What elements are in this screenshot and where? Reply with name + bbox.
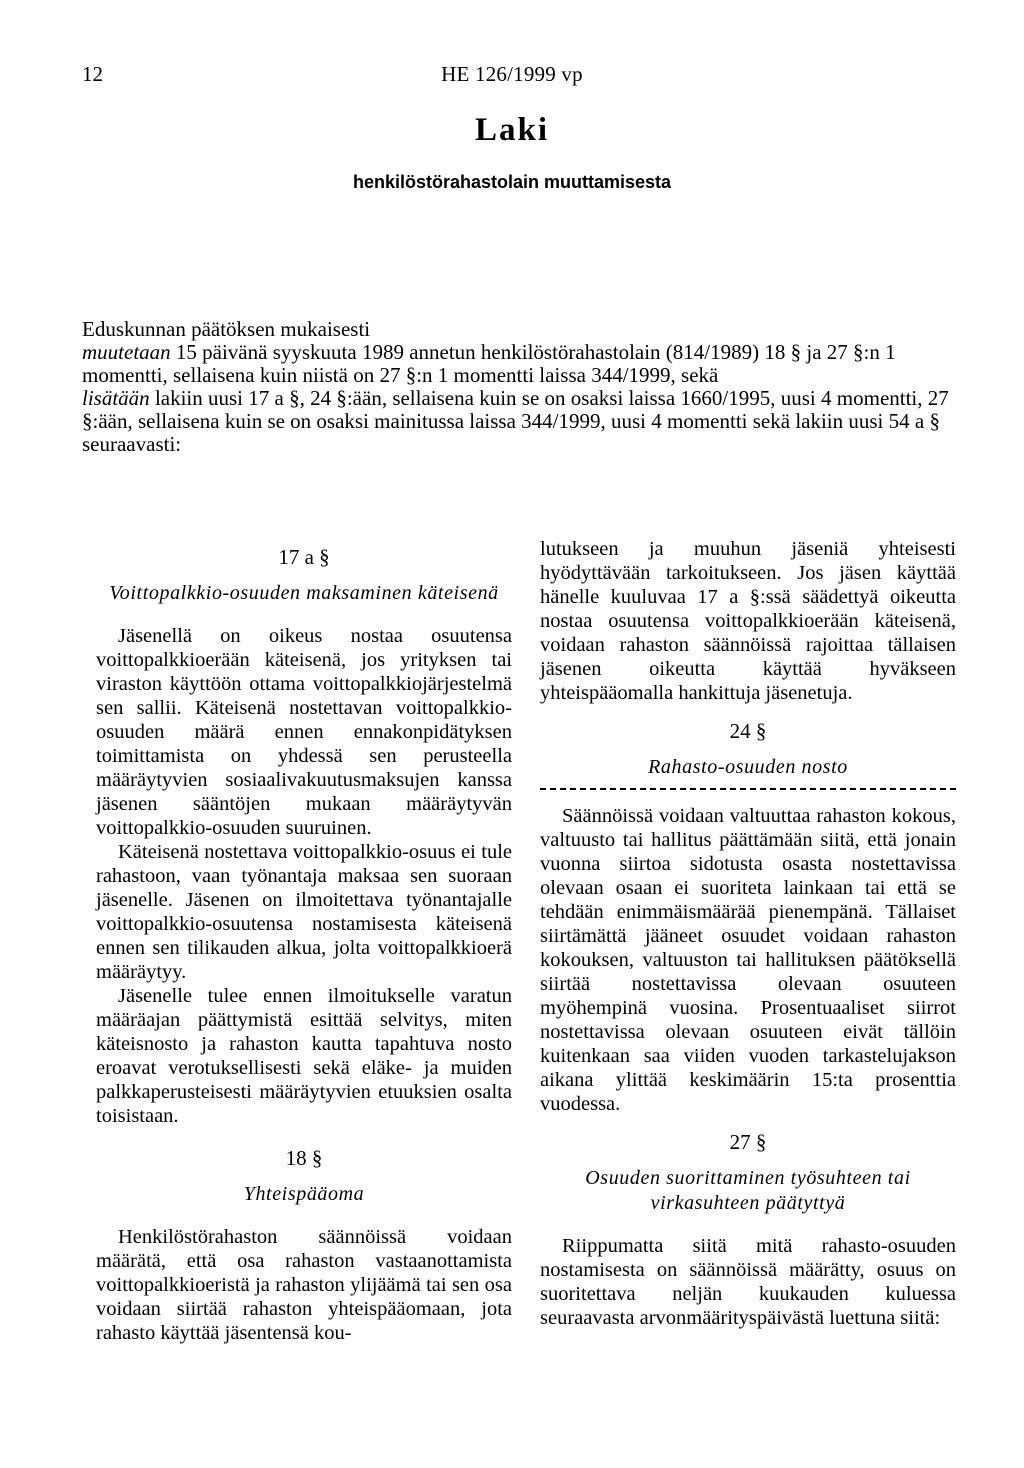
section-18-continuation: lutukseen ja muuhun jäseniä yhteisesti hyödyttävään tarkoitukseen. Jos jäsen käyttää hänelle kuuluvaa 17 a §:ssä säädettyä oikeutta nostaa osuutensa voittopalkkioerään käteisenä, voidaan rahaston säännöissä rajoittaa tällaisen jäsenen oikeutta käyttää hyväkseen yhteispääomalla hankittuja jäsenetuja. <box>540 538 956 704</box>
enacting-clause <box>82 318 962 456</box>
right-column <box>540 537 956 1330</box>
section-24-number: 24 § <box>729 719 767 743</box>
section-18-number: 18 § <box>285 1146 323 1170</box>
section-17a-number: 17 a § <box>278 545 330 569</box>
section-17a-title: Voittopalkkio-osuuden maksaminen käteisenä <box>109 582 499 604</box>
amendment-paragraph <box>82 341 962 387</box>
section-27-paragraph-1: Riippumatta siitä mitä rahasto-osuuden nostamisesta on säännöissä määrätty, osuus on suoritettava neljän kuukauden kuluessa seuraavasta arvonmäärityspäivästä luettuna siitä: <box>540 1235 956 1329</box>
section-24-title: Rahasto-osuuden nosto <box>648 756 848 778</box>
left-column <box>96 537 512 1345</box>
document-subtitle: henkilöstörahastolain muuttamisesta <box>352 172 672 192</box>
section-24-paragraph-4: Säännöissä voidaan valtuuttaa rahaston kokous, valtuusto tai hallitus päättämään siitä, että jonain vuonna siirtoa sidotusta osasta nostettavissa olevaan osaan ei suoriteta lainkaan tai että se tehdään enimmäismäärää pienempänä. Tällaiset siirtämättä jääneet osuudet voidaan rahaston kokouksen, valtuuston tai hallituksen päätöksellä siirtää nostettavissa olevaan osuuteen myöhempinä vuosina. Prosentuaaliset siirrot nostettavissa olevaan osuuteen eivät tällöin kuitenkaan saa viiden vuoden tarkastelujakson aikana ylittää keskimäärin 15:ta prosenttia vuodessa. <box>540 805 956 1115</box>
amended-word: muutetaan <box>82 340 171 364</box>
section-27-title: Osuuden suorittaminen työsuhteen tai virkasuhteen päätyttyä <box>585 1167 911 1214</box>
page-number: 12 <box>82 62 103 86</box>
enacting-line: Eduskunnan päätöksen mukaisesti <box>82 317 371 341</box>
section-18-paragraph-1: Henkilöstörahaston säännöissä voidaan määrätä, että osa rahaston vastaanottamista voittopalkkioeristä ja rahaston ylijäämä tai sen osa voidaan siirtää rahaston yhteispääomaan, jota rahasto käyttää jäsentensä kou- <box>96 1226 512 1344</box>
section-18-title: Yhteispääoma <box>243 1183 365 1205</box>
section-27-number: 27 § <box>729 1130 767 1154</box>
omission-line <box>540 788 956 790</box>
section-17a-paragraph-3: Jäsenelle tulee ennen ilmoitukselle varatun määräajan päättymistä esittää selvitys, miten käteisnosto ja rahaston kautta tapahtuva nosto eroavat verotuksellisesti sekä eläke- ja muiden palkkaperusteisesti määräytyvien etuuksien osalta toisistaan. <box>96 985 512 1127</box>
added-text: lakiin uusi 17 a §, 24 §:ään, sellaisena kuin se on osaksi laissa 1660/1995, uusi 4 momentti, 27 §:ään, sellaisena kuin se on osaksi mainitussa laissa 344/1999, uusi 4 momentti sekä lakiin uusi 54 a § seuraavasti: <box>82 386 949 456</box>
running-header: HE 126/1999 vp <box>441 62 583 86</box>
addition-paragraph <box>82 387 962 456</box>
section-17a-paragraph-2: Käteisenä nostettava voittopalkkio-osuus ei tule rahastoon, vaan työnantaja maksaa sen suoraan jäsenelle. Jäsenen on ilmoitettava työnantajalle voittopalkkio-osuutensa nostamisesta käteisenä ennen sen tilikauden alkua, jolta voittopalkkioerä määräytyy. <box>96 841 512 983</box>
section-17a-paragraph-1: Jäsenellä on oikeus nostaa osuutensa voittopalkkioerään käteisenä, jos yrityksen tai viraston käyttöön ottama voittopalkkiojärjestelmä sen sallii. Käteisenä nostettavan voittopalkkio-osuuden määrä ennen ennakonpidätyksen toimittamista on yhdessä sen perusteella määräytyvien sosiaalivakuutusmaksujen kanssa jäsenen sääntöjen mukaan määräytyvän voittopalkkio-osuuden suuruinen. <box>96 625 512 839</box>
amended-text: 15 päivänä syyskuuta 1989 annetun henkilöstörahastolain (814/1989) 18 § ja 27 §:n 1 momentti, sellaisena kuin niistä on 27 §:n 1 momentti laissa 344/1999, sekä <box>82 340 896 387</box>
added-word: lisätään <box>82 386 150 410</box>
document-title: Laki <box>474 112 550 148</box>
